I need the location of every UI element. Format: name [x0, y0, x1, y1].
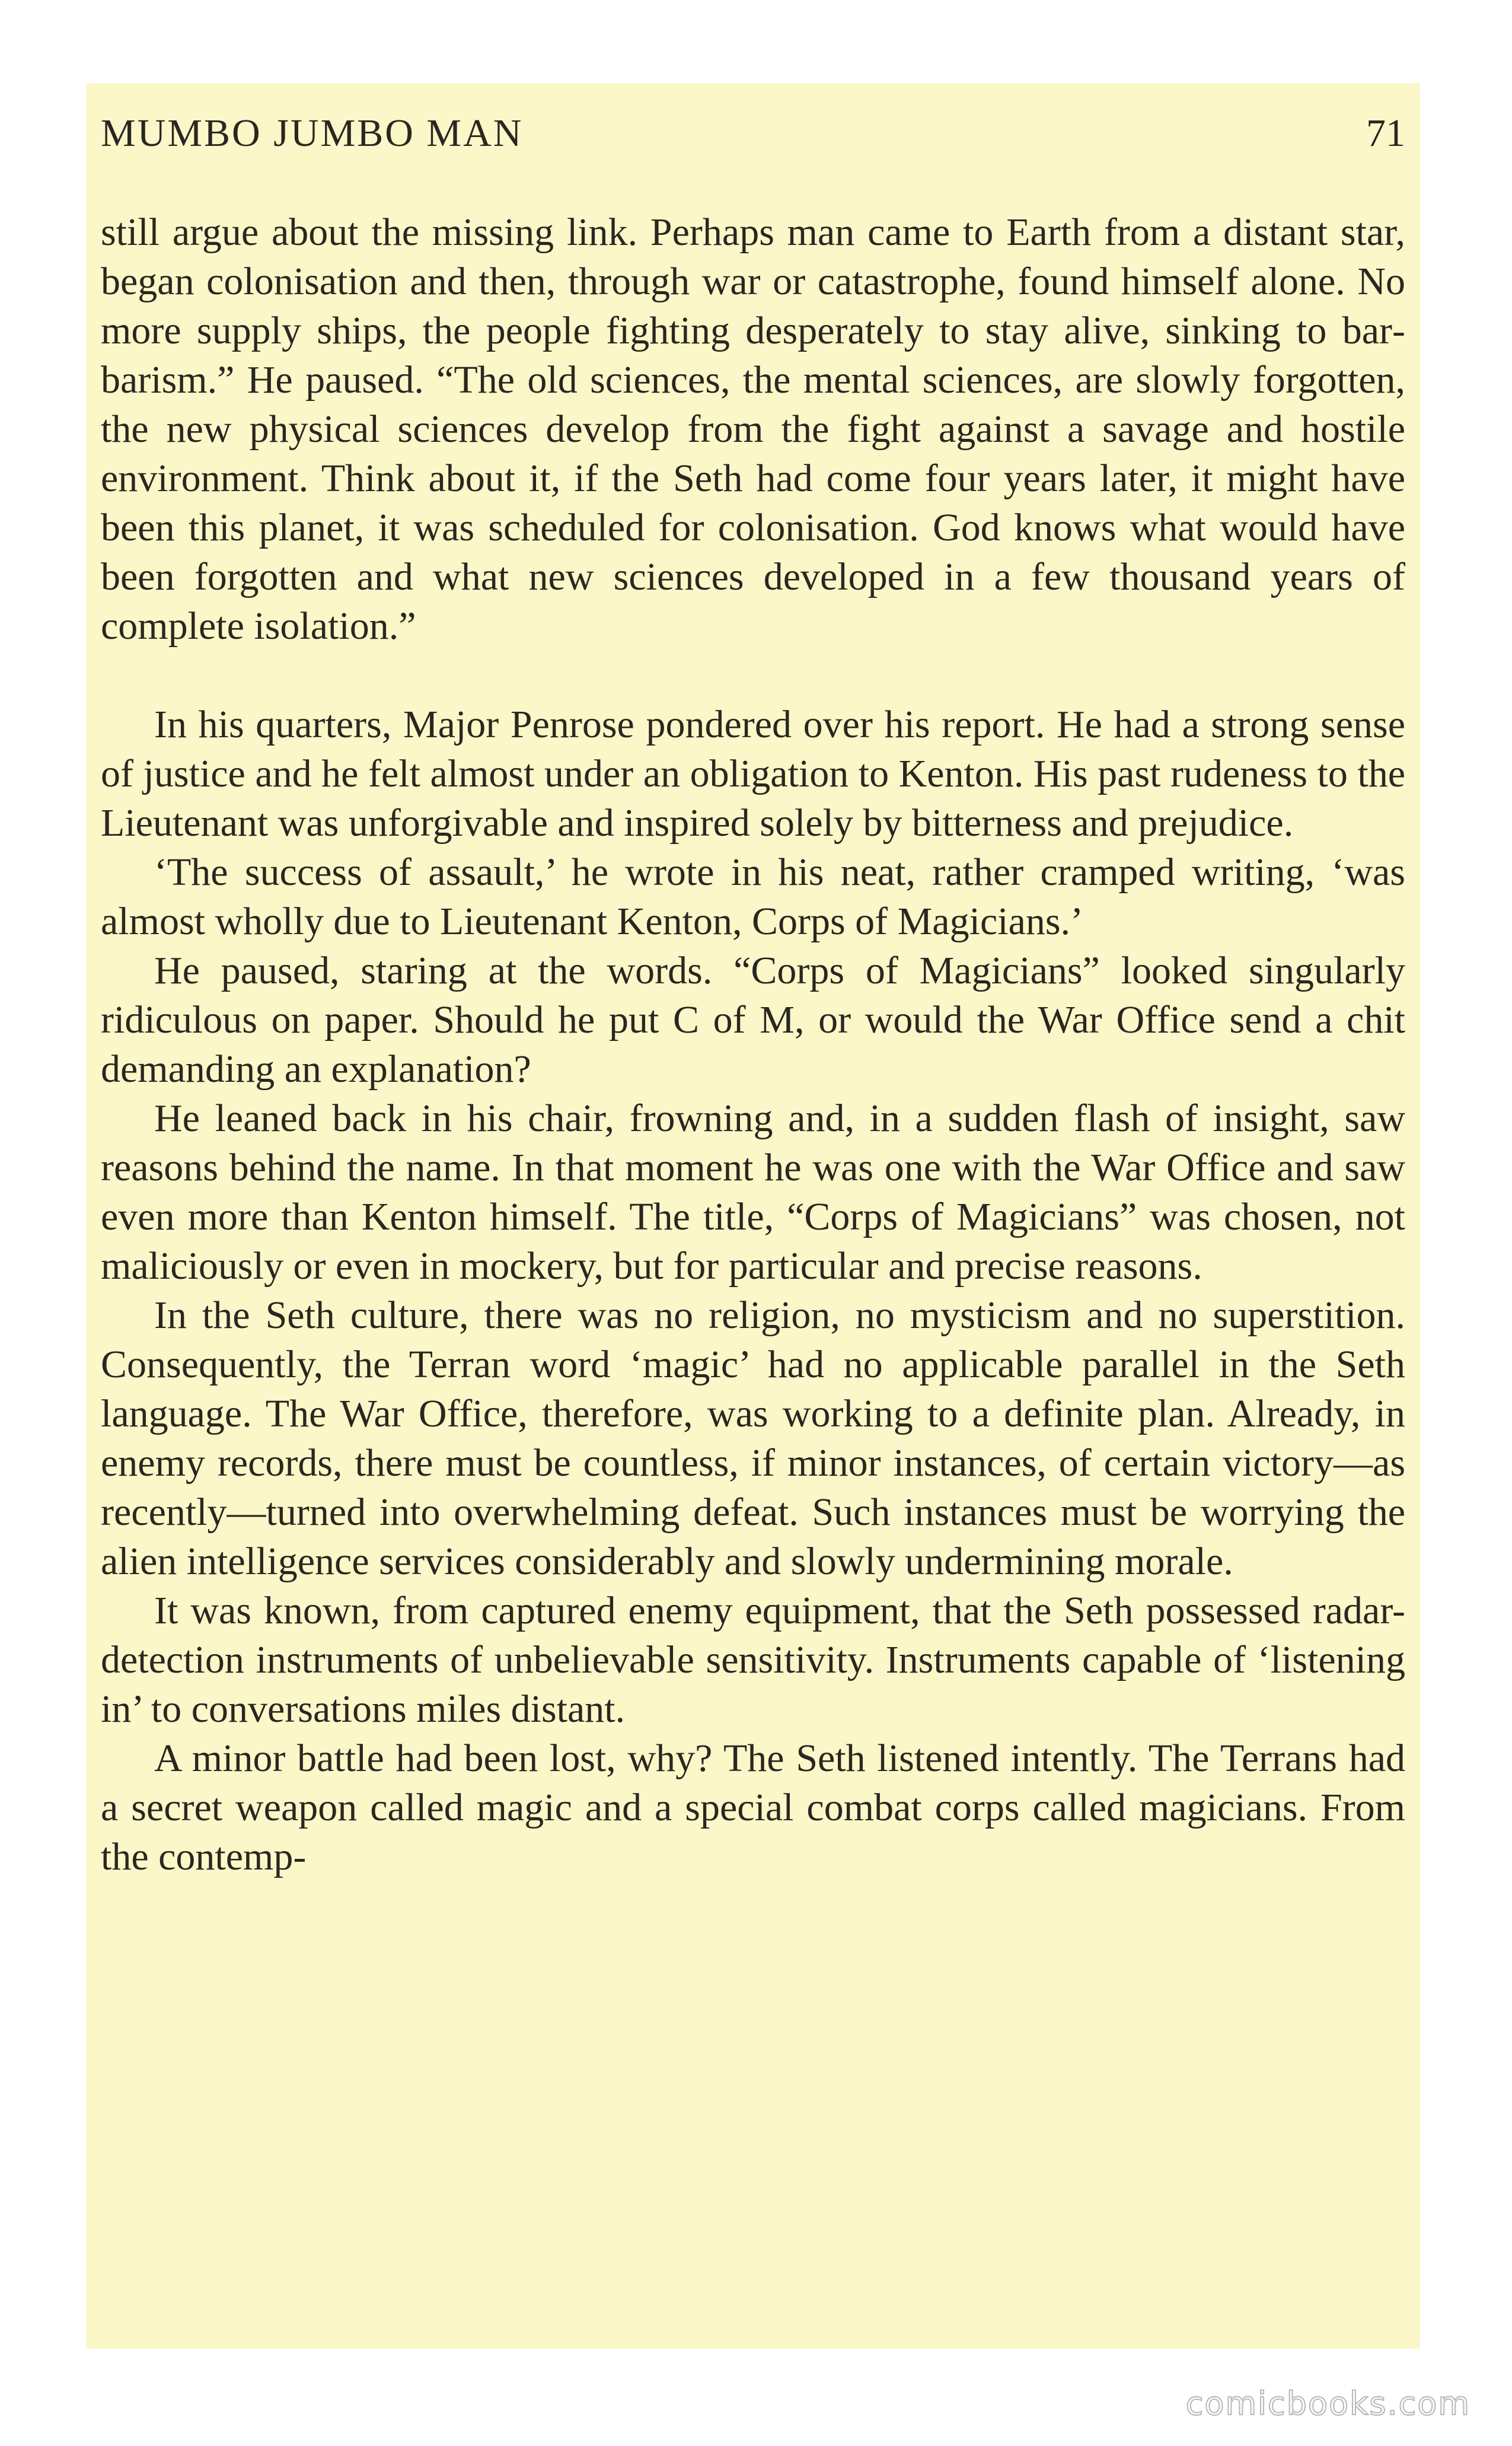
paragraph: He leaned back in his chair, frowning and, in a sudden flash of insight, saw reasons behind the name. In that moment he was one with the War Office and saw even more than Kenton himself. The title, “Corps of Magicians” was chosen, not maliciously or even in mockery, but for particular and precise reasons.	[101, 1097, 1405, 1288]
paragraph: ‘The success of assault,’ he wrote in his neat, rather cramped writing, ‘was almost wholly due to Lieutenant Kenton, Corps of Magicians.’	[101, 851, 1405, 943]
paragraph: In his quarters, Major Penrose pondered over his report. He had a strong sense of justice and he felt almost under an obligation to Kenton. His past rudeness to the Lieutenant was unforgivable and inspired solely by bitterness and prejudice.	[101, 703, 1405, 845]
paragraph: He paused, staring at the words. “Corps of Magicians” looked singularly ridiculous on paper. Should he put C of M, or would the War Office send a chit demanding an explanation?	[101, 949, 1405, 1091]
paragraph: A minor battle had been lost, why? The Seth listened intently. The Terrans had a secret weapon called magic and a special combat corps called magicians. From the contemp-	[101, 1737, 1405, 1878]
paragraph: In the Seth culture, there was no religion, no mysticism and no superstition. Consequently, the Terran word ‘magic’ had no applicable parallel in the Seth language. The War Office, therefore, was working to a definite plan. Already, in enemy records, there must be countless, if minor instances, of certain victory—as recently—turned into overwhelming defeat. Such instances must be worrying the alien intelligence services considerably and slowly undermining morale.	[101, 1294, 1405, 1583]
book-page	[86, 83, 1420, 2349]
body-text	[101, 208, 1405, 1881]
running-head	[101, 107, 1405, 160]
paragraph: still argue about the missing link. Perhaps man came to Earth from a distant star, began colonisation and then, through war or catastrophe, found himself alone. No more supply ships, the people fighting desperately to stay alive, sinking to barbarism.” He paused. “The old sciences, the mental sciences, are slowly forgotten, the new physical sciences develop from the fight against a savage and hostile environment. Think about it, if the Seth had come four years later, it might have been this planet, it was scheduled for colonisation. God knows what would have been forgotten and what new sciences developed in a few thousand years of complete isolation.”	[101, 211, 1405, 648]
paragraph: It was known, from captured enemy equipment, that the Seth possessed radar-detection instruments of unbelievable sensitivity. Instruments capable of ‘listening in’ to conversations miles distant.	[101, 1589, 1405, 1731]
chapter-title: MUMBO JUMBO MAN	[101, 112, 524, 155]
watermark: comicbooks.com	[1185, 2385, 1470, 2422]
page-number: 71	[1366, 112, 1405, 155]
